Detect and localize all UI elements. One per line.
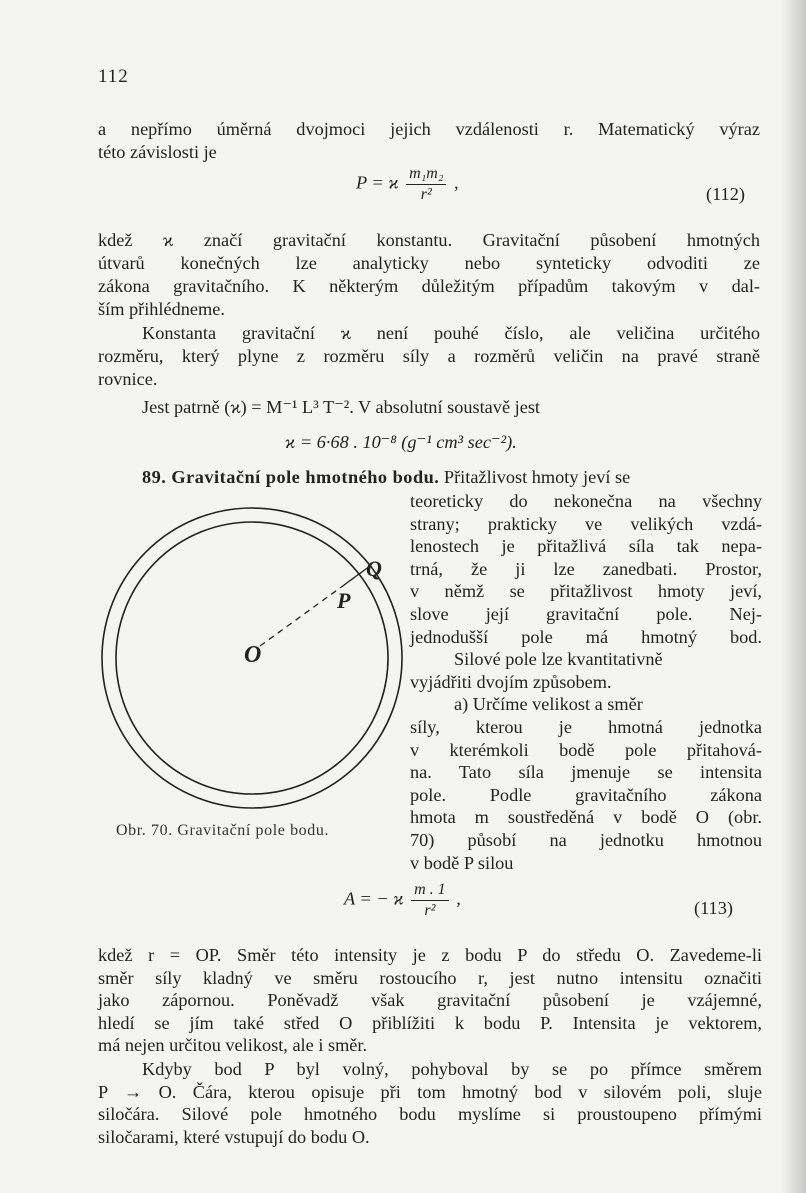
text-line: teoreticky do nekonečna na všechny [410, 491, 762, 511]
figure-wrap-text [410, 490, 762, 874]
text-line: siločarami, které vstupují do bodu O. [98, 1126, 370, 1147]
constant-value-line: ϰ = 6·68 . 10⁻⁸ (g⁻¹ cm³ sec⁻²). [285, 432, 517, 452]
text-line: v němž se přitažlivost hmoty jeví, [410, 581, 762, 602]
equation-112 [356, 164, 459, 205]
equation-lhs: A = − ϰ [344, 888, 404, 909]
equation-comma: , [456, 888, 461, 909]
text-line: Silové pole lze kvantitativně [454, 649, 663, 670]
text-line: hledí se jím také střed O přiblížiti k bodu P. Intensita je vektorem, [98, 1012, 762, 1033]
equation-number-113: (113) [694, 898, 733, 918]
page-edge-shadow [780, 0, 806, 1193]
fraction-denominator: r² [420, 186, 432, 203]
paragraph-constant-dimension [142, 322, 760, 345]
paragraph-gravitational-constant [98, 229, 760, 252]
text-line: a nepřímo úměrná dvojmoci jejich vzdálenosti r. Matematický výraz [98, 119, 760, 139]
text-line: trná, že ji lze zanedbati. Prostor, [410, 558, 762, 579]
paragraph-line: ším přihlédneme. [98, 299, 225, 319]
text-line: kdež ϰ značí gravitační konstantu. Gravitační působení hmotných [98, 230, 760, 250]
equation-number-112: (112) [706, 184, 745, 204]
text-line: P → O. Čára, kterou opisuje při tom hmotný bod v silovém poli, sluje [98, 1081, 762, 1102]
equation-fraction [406, 164, 446, 205]
label-O: O [244, 642, 262, 668]
text-line: jako zápornou. Poněvadž však gravitační působení je vzájemné, [98, 990, 762, 1011]
text-line: 70) působí na jednotku hmotnou [410, 829, 762, 850]
paragraph-line: rovnice. [98, 369, 158, 389]
section-heading-line [142, 466, 760, 489]
text-line: jednodušší pole má hmotný bod. [410, 626, 762, 647]
text-line: slove její gravitační pole. Nej- [410, 603, 762, 624]
text-line: síly, kterou je hmotná jednotka [410, 716, 762, 737]
text-line: má nejen určitou velikost, ale i směr. [98, 1035, 368, 1056]
dimension-line: Jest patrně (ϰ) = M⁻¹ L³ T⁻². V absolutní soustavě jest [142, 397, 541, 417]
text-line: strany; prakticky ve velikých vzdá- [410, 513, 762, 534]
paragraph-intensity-direction [98, 944, 762, 1057]
text-line: směr síly kladný ve směru rostoucího r, jest nutno intensitu označiti [98, 967, 762, 988]
equation-comma: , [453, 172, 459, 193]
figure-gravitational-field [100, 500, 410, 820]
paragraph-line [98, 275, 760, 298]
text-line: rozměru, který plyne z rozměru síly a rozměrů veličin na pravé straně [98, 346, 760, 366]
text-line: v bodě P silou [410, 852, 514, 873]
text-line: pole. Podle gravitačního zákona [410, 784, 762, 805]
fraction-denominator: r² [424, 902, 436, 919]
text-line: zákona gravitačního. K některým důležitým případům takovým v dal- [98, 276, 760, 296]
intro-paragraph [98, 118, 760, 141]
fraction-numerator: m . 1 [411, 880, 449, 901]
section-first-text: Přitažlivost hmoty jeví se [443, 467, 631, 487]
text-line: siločára. Silové pole hmotného bodu myslíme si proustoupeno přímými [98, 1104, 762, 1125]
text-line: kdež r = OP. Směr této intensity je z bodu P do středu O. Zavedeme-li [98, 945, 762, 965]
paragraph-line [98, 345, 760, 368]
paragraph-line [98, 252, 760, 275]
label-P: P [337, 588, 351, 613]
text-line: v kterémkoli bodě pole přitahová- [410, 739, 762, 760]
equation-lhs: P = ϰ [356, 172, 399, 193]
text-line: na. Tato síla jmenuje se intensita [410, 762, 762, 783]
text-line: a) Určíme velikost a směr [454, 694, 643, 715]
section-title: 89. Gravitační pole hmotného bodu. [142, 467, 440, 487]
intro-line-2: této závislosti je [98, 142, 217, 162]
label-Q: Q [366, 556, 382, 581]
page-number: 112 [98, 66, 129, 87]
text-line: lenostech je přitažlivá síla tak nepa- [410, 536, 762, 557]
equation-fraction [411, 880, 449, 921]
text-line: Konstanta gravitační ϰ není pouhé číslo, ale veličina určitého [142, 323, 760, 343]
text-line: vyjádřiti dvojím způsobem. [410, 671, 612, 692]
paragraph-field-lines [98, 1058, 762, 1148]
figure-caption: Obr. 70. Gravitační pole bodu. [116, 822, 330, 839]
text-line: hmota m soustředěná v bodě O (obr. [410, 807, 762, 828]
equation-113 [344, 880, 461, 921]
text-line: útvarů konečných lze analyticky nebo synteticky odvoditi ze [98, 253, 760, 273]
text-line: Kdyby bod P byl volný, pohyboval by se po přímce směrem [142, 1059, 762, 1079]
fraction-numerator: m₁m₂ [406, 164, 446, 185]
